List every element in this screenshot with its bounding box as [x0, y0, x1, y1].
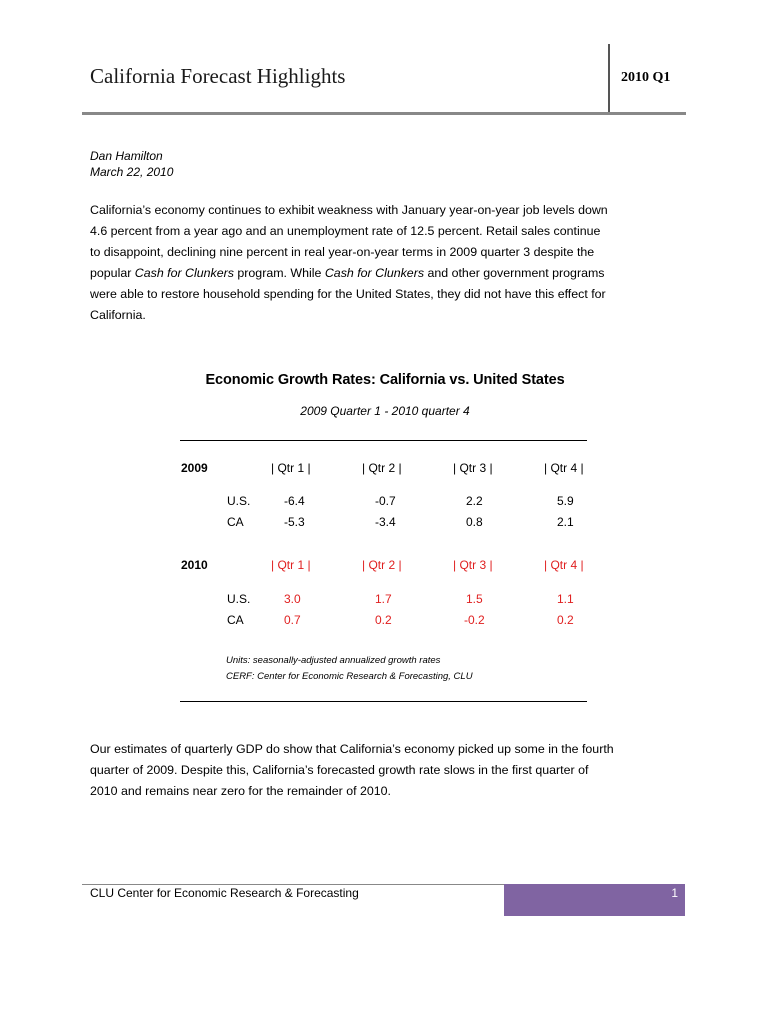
value-cell: 2.1 [557, 515, 574, 529]
intro-paragraph [90, 200, 690, 326]
intro-line: 4.6 percent from a year ago and an unemployment rate of 12.5 percent. Retail sales continue [90, 224, 601, 238]
row-label-us: U.S. [227, 592, 251, 606]
value-cell: 1.7 [375, 592, 392, 606]
header-divider-horizontal [82, 112, 686, 115]
row-label-us: U.S. [227, 494, 251, 508]
closing-paragraph [90, 739, 690, 802]
intro-text: popular [90, 266, 135, 280]
quarter-header: | Qtr 1 | [271, 558, 311, 572]
row-label-ca: CA [227, 515, 244, 529]
quarter-header: | Qtr 2 | [362, 558, 402, 572]
program-name: Cash for Clunkers [324, 266, 425, 280]
value-cell: -0.7 [375, 494, 396, 508]
value-cell: 1.5 [466, 592, 483, 606]
quarter-header: | Qtr 2 | [362, 461, 402, 475]
value-cell: -0.2 [464, 613, 485, 627]
intro-line: to disappoint, declining nine percent in real year-on-year terms in 2009 quarter 3 despite the [90, 245, 595, 259]
value-cell: 0.2 [557, 613, 574, 627]
closing-line: quarter of 2009. Despite this, California’s forecasted growth rate slows in the first quarter of [90, 763, 589, 777]
row-label-ca: CA [227, 613, 244, 627]
author-date: March 22, 2010 [90, 165, 174, 179]
header-divider-vertical [608, 44, 610, 114]
table-bottom-rule [180, 701, 587, 702]
footer-rule [82, 884, 504, 885]
quarter-header: | Qtr 4 | [544, 461, 584, 475]
table-subtitle: 2009 Quarter 1 - 2010 quarter 4 [300, 404, 470, 418]
value-cell: -6.4 [284, 494, 305, 508]
report-quarter: 2010 Q1 [621, 70, 671, 85]
program-name: Cash for Clunkers [134, 266, 234, 280]
value-cell: 2.2 [466, 494, 483, 508]
value-cell: 0.8 [466, 515, 483, 529]
value-cell: 3.0 [284, 592, 301, 606]
year-label-2009: 2009 [181, 461, 208, 475]
intro-line: California’s economy continues to exhibit weakness with January year-on-year job levels down [90, 203, 608, 217]
quarter-header: | Qtr 1 | [271, 461, 311, 475]
author-name: Dan Hamilton [90, 149, 163, 163]
intro-line: California. [90, 308, 146, 322]
intro-text: and other government programs [424, 266, 605, 280]
value-cell: 0.7 [284, 613, 301, 627]
quarter-header: | Qtr 4 | [544, 558, 584, 572]
footer-organization: CLU Center for Economic Research & Forecasting [90, 886, 359, 900]
quarter-header: | Qtr 3 | [453, 461, 493, 475]
table-top-rule [180, 440, 587, 441]
table-note-units: Units: seasonally-adjusted annualized growth rates [226, 655, 441, 666]
value-cell: 1.1 [557, 592, 574, 606]
closing-line: 2010 and remains near zero for the remainder of 2010. [90, 784, 391, 798]
intro-line: were able to restore household spending for the United States, they did not have this effect for [90, 287, 606, 301]
value-cell: -3.4 [375, 515, 396, 529]
intro-line [90, 263, 690, 284]
year-label-2010: 2010 [181, 558, 208, 572]
quarter-header: | Qtr 3 | [453, 558, 493, 572]
page-title: California Forecast Highlights [90, 64, 346, 88]
page-number: 1 [671, 886, 678, 900]
table-note-source: CERF: Center for Economic Research & Forecasting, CLU [226, 671, 473, 682]
value-cell: 0.2 [375, 613, 392, 627]
author-block [90, 148, 173, 180]
value-cell: -5.3 [284, 515, 305, 529]
table-title: Economic Growth Rates: California vs. United States [205, 372, 565, 388]
value-cell: 5.9 [557, 494, 574, 508]
closing-line: Our estimates of quarterly GDP do show that California’s economy picked up some in the fourth [90, 742, 614, 756]
intro-text: program. While [233, 266, 325, 280]
